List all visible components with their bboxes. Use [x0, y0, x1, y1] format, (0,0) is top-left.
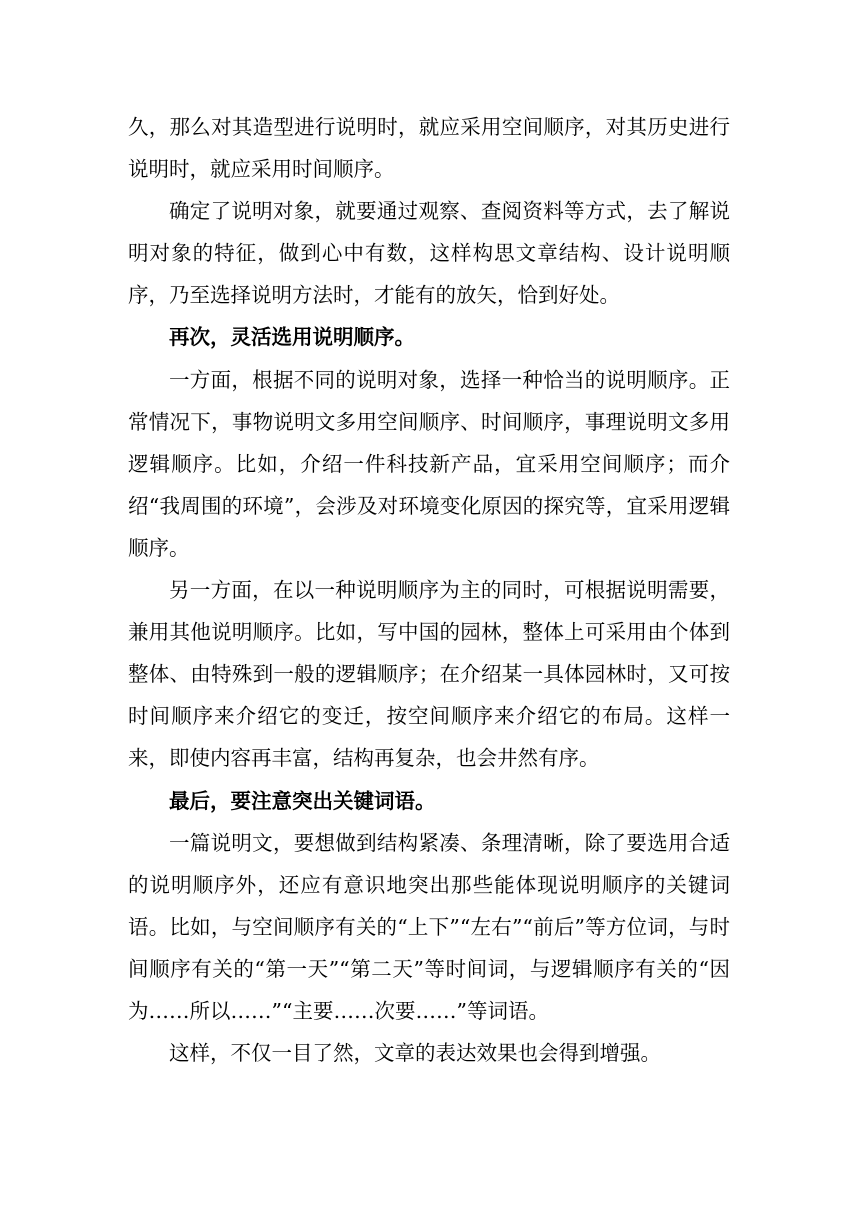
- section-heading: 再次，灵活选用说明顺序。: [169, 325, 415, 350]
- paragraph: 确定了说明对象，就要通过观察、查阅资料等方式，去了解说明对象的特征，做到心中有数，这样构思文章结构、设计说明顺序，乃至选择说明方法时，才能有的放矢，恰到好处。: [128, 199, 730, 308]
- paragraph: 一篇说明文，要想做到结构紧凑、条理清晰，除了要选用合适的说明顺序外，还应有意识地突出那些能体现说明顺序的关键词语。比如，与空间顺序有关的“上下”“左右”“前后”等方位词，与时间顺序有关的“第一天”“第二天”等时间词，与逻辑顺序有关的“因为……所以……”“主要……次要……”等词语。: [128, 830, 730, 1023]
- document-body: [128, 106, 730, 1074]
- paragraph: 久，那么对其造型进行说明时，就应采用空间顺序，对其历史进行说明时，就应采用时间顺序。: [128, 115, 730, 182]
- paragraph: 另一方面，在以一种说明顺序为主的同时，可根据说明需要，兼用其他说明顺序。比如，写中国的园林，整体上可采用由个体到整体、由特殊到一般的逻辑顺序；在介绍某一具体园林时，又可按时间顺序来介绍它的变迁，按空间顺序来介绍它的布局。这样一来，即使内容再丰富，结构再复杂，也会井然有序。: [128, 578, 730, 771]
- paragraph: 一方面，根据不同的说明对象，选择一种恰当的说明顺序。正常情况下，事物说明文多用空间顺序、时间顺序，事理说明文多用逻辑顺序。比如，介绍一件科技新产品，宜采用空间顺序；而介绍“我周围的环境”，会涉及对环境变化原因的探究等，宜采用逻辑顺序。: [128, 367, 730, 560]
- paragraph: 这样，不仅一目了然，文章的表达效果也会得到增强。: [169, 1041, 661, 1066]
- section-heading: 最后，要注意突出关键词语。: [169, 788, 436, 813]
